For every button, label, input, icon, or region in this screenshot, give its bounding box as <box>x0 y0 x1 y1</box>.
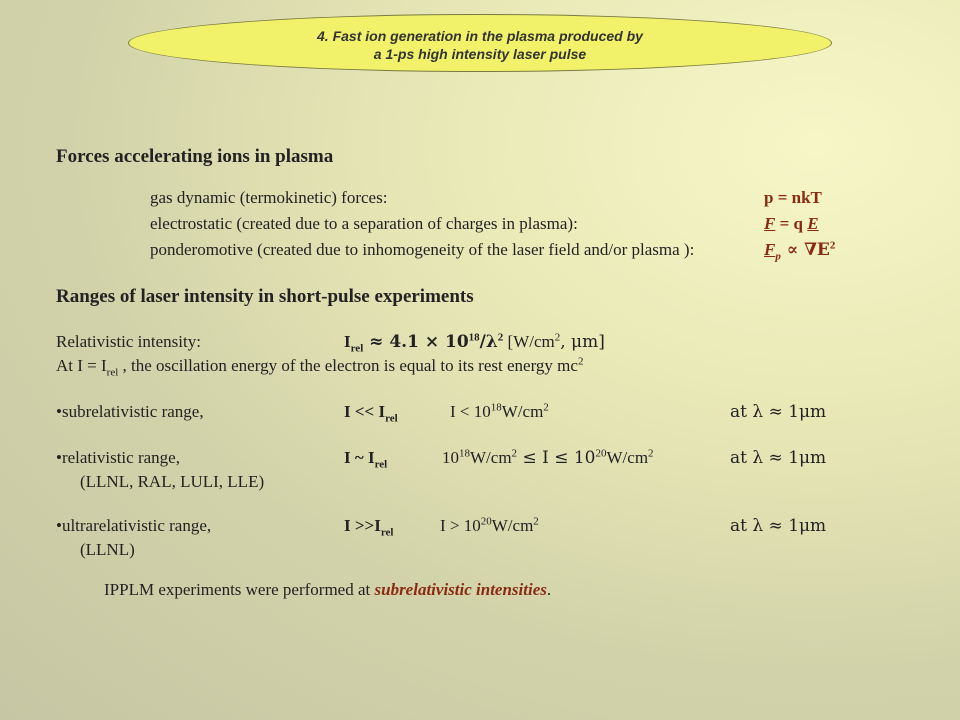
banner-line-2: a 1-ps high intensity laser pulse <box>373 46 587 62</box>
force-gas-dynamic-label: gas dynamic (termokinetic) forces: <box>150 188 388 207</box>
ultrarelativistic-wavelength: at λ ≈ 1μm <box>730 516 827 536</box>
relativistic-range-name: •relativistic range, <box>56 448 180 467</box>
ranges-heading: Ranges of laser intensity in short-pulse experiments <box>56 286 474 307</box>
ultrarelativistic-range-name: •ultrarelativistic range, <box>56 516 212 535</box>
force-ponderomotive-label: ponderomotive (created due to inhomogeneity of the laser field and/or plasma ): <box>150 240 695 259</box>
relativistic-intensity-formula: $I_{rel} \approx 4.1 \times 10^{18}/\lambda^2$ [$W/cm^2$, μm] <box>344 331 605 355</box>
oscillation-energy-note: At $I = I_{rel}$ , the oscillation energy of the electron is equal to its rest energy $mc^2$ <box>56 355 584 379</box>
force-ponderomotive-formula: $F_p \propto \nabla E^2$ <box>764 239 836 263</box>
relativistic-condition: I ~ $I_{rel}$ <box>344 448 388 471</box>
force-electrostatic-formula: F = q E <box>764 214 819 233</box>
ultrarelativistic-condition: $I >>I_{rel}$ <box>344 516 394 539</box>
ultrarelativistic-intensity-range: $I > 10^{20}W/cm^2$ <box>440 515 539 535</box>
relativistic-intensity-label: Relativistic intensity: <box>56 332 201 351</box>
force-electrostatic-label: electrostatic (created due to a separation of charges in plasma): <box>150 214 578 233</box>
relativistic-intensity-range: $10^{18}W/cm^2 \le I \le 10^{20}W/cm^2$ <box>442 447 654 468</box>
subrelativistic-wavelength: at λ ≈ 1μm <box>730 402 827 422</box>
subrelativistic-intensity-range: $I < 10^{18}W/cm^2$ <box>450 401 549 421</box>
force-gas-dynamic-formula: p = nkT <box>764 188 822 207</box>
ipplm-conclusion: IPPLM experiments were performed at subrelativistic intensities. <box>104 580 552 599</box>
subrelativistic-range-name: •subrelativistic range, <box>56 402 204 421</box>
section-title-banner <box>128 14 832 72</box>
subrelativistic-condition: $I << I_{rel}$ <box>344 402 398 425</box>
ultrarelativistic-labs: (LLNL) <box>80 540 135 559</box>
banner-line-1: 4. Fast ion generation in the plasma produced by <box>317 28 643 44</box>
relativistic-labs: (LLNL, RAL, LULI, LLE) <box>80 472 265 491</box>
relativistic-wavelength: at λ ≈ 1μm <box>730 448 827 468</box>
forces-heading: Forces accelerating ions in plasma <box>56 146 334 167</box>
